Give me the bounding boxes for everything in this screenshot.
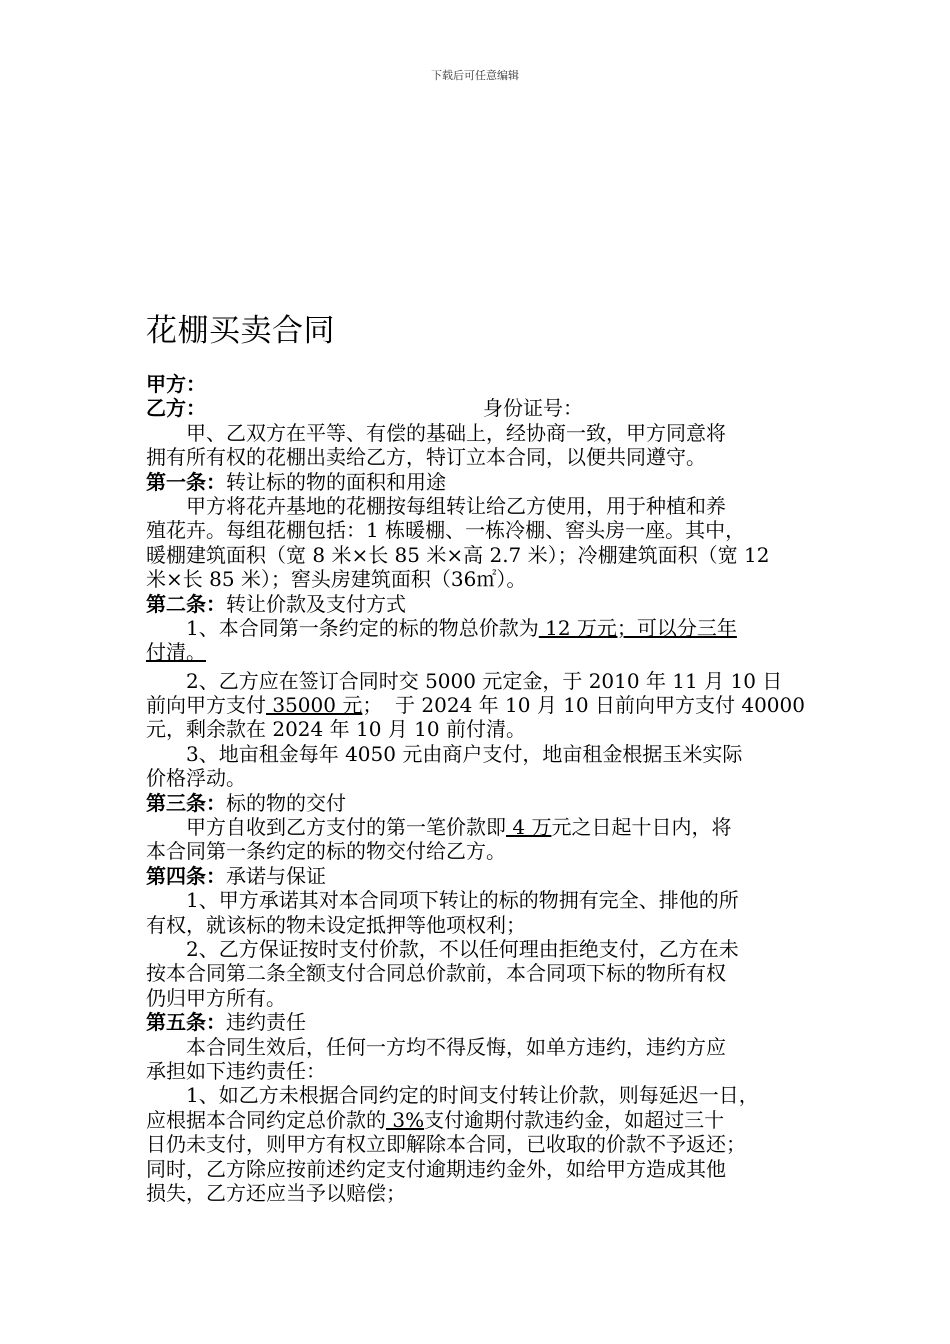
article-text-line: 同时，乙方除应按前述约定支付逾期违约金外，如给甲方造成其他 — [146, 1156, 726, 1181]
underlined-amount: 4 万 — [506, 815, 552, 840]
article-text-line: 1、甲方承诺其对本合同项下转让的标的物拥有完全、排他的所 — [146, 888, 739, 913]
article-text-line: 承担如下违约责任： — [146, 1058, 326, 1083]
intro-line: 拥有所有权的花棚出卖给乙方，特订立本合同，以便共同遵守。 — [146, 445, 706, 470]
article-heading: 第二条：转让价款及支付方式 — [146, 591, 406, 616]
article-text-line: 暖棚建筑面积（宽 8 米×长 85 米×高 2.7 米）；冷棚建筑面积（宽 12 — [146, 542, 770, 567]
article-text-line: 本合同生效后，任何一方均不得反悔，如单方违约，违约方应 — [146, 1034, 726, 1059]
party-a-label: 甲方： — [146, 372, 206, 396]
article-heading: 第一条：转让标的物的面积和用途 — [146, 469, 446, 494]
article-heading: 第三条：标的物的交付 — [146, 790, 346, 815]
article-heading: 第四条：承诺与保证 — [146, 863, 326, 888]
article-text-line: 损失，乙方还应当予以赔偿； — [146, 1180, 406, 1205]
article-text-line: 日仍未支付，则甲方有权立即解除本合同，已收取的价款不予返还； — [146, 1132, 746, 1157]
article-text-line: 1、本合同第一条约定的标的物总价款为 12 万元；可以分三年 — [146, 615, 737, 640]
page-title: 花棚买卖合同 — [146, 313, 335, 349]
article-text-line: 甲方自收到乙方支付的第一笔价款即 4 万元之日起十日内，将 — [146, 815, 732, 840]
contract-body — [146, 372, 814, 1205]
underlined-price: 付清。 — [146, 640, 206, 665]
article-text-line: 本合同第一条约定的标的物交付给乙方。 — [146, 839, 506, 864]
article-text-line: 甲方将花卉基地的花棚按每组转让给乙方使用，用于种植和养 — [146, 493, 726, 518]
party-b-line — [146, 396, 814, 420]
article-text-line: 有权，就该标的物未设定抵押等他项权利； — [146, 912, 526, 937]
article-text-line: 前向甲方支付 35000 元； 于 2024 年 10 月 10 日前向甲方支付 40000 — [146, 693, 805, 718]
id-label: 身份证号： — [483, 396, 583, 421]
underlined-amount: 35000 元 — [266, 693, 363, 718]
intro-line: 甲、乙双方在平等、有偿的基础上，经协商一致，甲方同意将 — [146, 420, 726, 445]
article-text-line: 元，剩余款在 2024 年 10 月 10 前付清。 — [146, 717, 526, 742]
article-text-line: 应根据本合同约定总价款的 3%支付逾期付款违约金，如超过三十 — [146, 1107, 725, 1132]
article-heading: 第五条：违约责任 — [146, 1010, 306, 1035]
underlined-rate: 3% — [386, 1107, 425, 1132]
party-a-line — [146, 372, 814, 396]
article-text-line: 按本合同第二条全额支付合同总价款前，本合同项下标的物所有权 — [146, 961, 726, 986]
article-text-line: 2、乙方应在签订合同时交 5000 元定金，于 2010 年 11 月 10 日 — [146, 668, 783, 693]
page-header-note: 下载后可任意编辑 — [431, 69, 519, 82]
article-text-line: 仍归甲方所有。 — [146, 985, 286, 1010]
article-text-line: 3、地亩租金每年 4050 元由商户支付，地亩租金根据玉米实际 — [146, 741, 743, 766]
party-b-label: 乙方： — [146, 396, 206, 421]
article-text-line — [146, 640, 814, 664]
article-text-line: 1、如乙方未根据合同约定的时间支付转让价款，则每延迟一日， — [146, 1083, 759, 1108]
article-text-line: 米×长 85 米）；窖头房建筑面积（36㎡）。 — [146, 567, 527, 592]
article-text-line: 殖花卉。每组花棚包括：1 栋暖棚、一栋冷棚、窖头房一座。其中， — [146, 518, 746, 543]
article-text-line: 价格浮动。 — [146, 766, 246, 791]
underlined-price: 12 万元；可以分三年 — [538, 615, 737, 640]
article-text-line: 2、乙方保证按时支付价款，不以任何理由拒绝支付，乙方在未 — [146, 936, 739, 961]
